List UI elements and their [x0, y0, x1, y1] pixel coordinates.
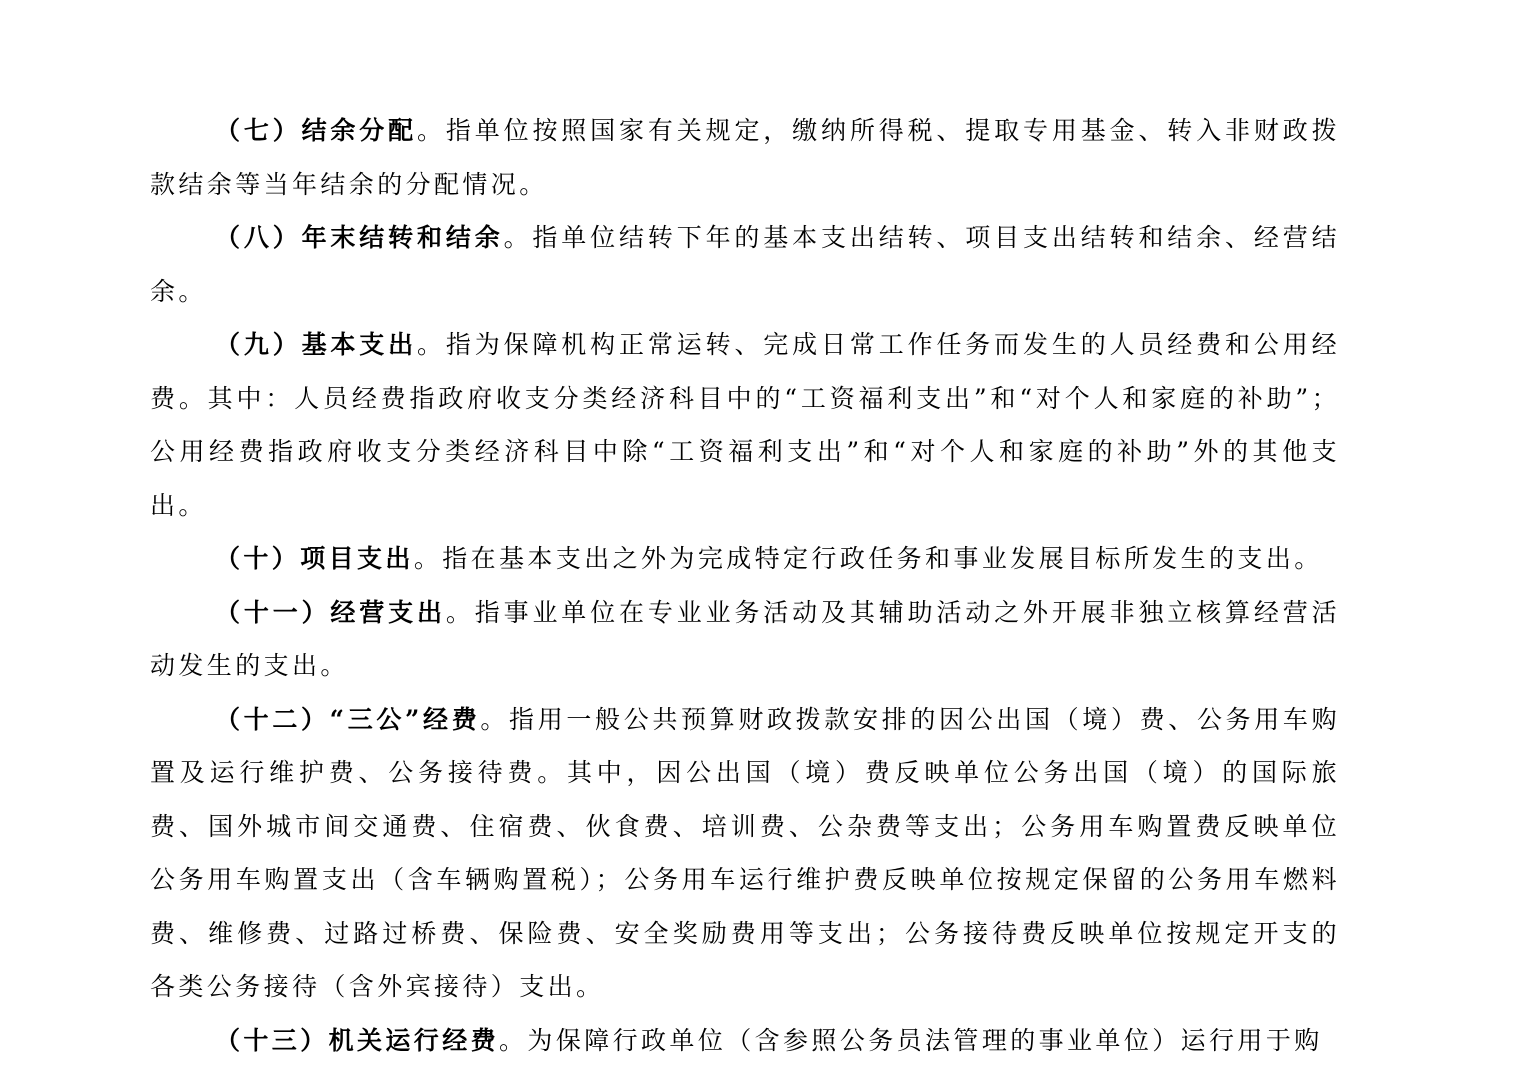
paragraph-body: 。指事业单位在专业业务活动及其辅助活动之外开展非独立核算经营活动发生的支出。	[150, 597, 1341, 680]
paragraph-year-end-carryover	[150, 211, 1340, 318]
paragraph-term: （十二）“三公”经费	[215, 704, 481, 734]
paragraph-term: （十）项目支出	[215, 544, 414, 573]
paragraph-body: 。指在基本支出之外为完成特定行政任务和事业发展目标所发生的支出。	[413, 544, 1323, 573]
paragraph-body: 。指单位按照国家有关规定，缴纳所得税、提取专用基金、转入非财政拨款结余等当年结余的分配情况。	[150, 116, 1340, 199]
paragraph-surplus-distribution	[150, 104, 1340, 211]
paragraph-body: 。指用一般公共预算财政拨款安排的因公出国（境）费、公务用车购置及运行维护费、公务接待费。其中，因公出国（境）费反映单位公务出国（境）的国际旅费、国外城市间交通费、住宿费、伙食费、培训费、公杂费等支出；公务用车购置费反映单位公务用车购置支出（含车辆购置税）；公务用车运行维护费反映单位按规定保留的公务用车燃料费、维修费、过路过桥费、保险费、安全奖励费用等支出；公务接待费反映单位按规定开支的各类公务接待（含外宾接待）支出。	[150, 704, 1340, 1001]
paragraph-term: （七）结余分配	[215, 116, 418, 145]
paragraph-body: 。为保障行政单位（含参照公务员法管理的事业单位）运行用于购	[499, 1025, 1323, 1055]
paragraph-term: （八）年末结转和结余	[215, 223, 504, 252]
paragraph-basic-expenditure	[150, 318, 1340, 532]
paragraph-operating-expenditure	[150, 586, 1340, 693]
paragraph-term: （十三）机关运行经费	[215, 1025, 500, 1055]
paragraph-term: （十一）经营支出	[215, 597, 446, 627]
document-page	[150, 104, 1340, 1067]
paragraph-project-expenditure	[150, 532, 1340, 586]
paragraph-body: 。指单位结转下年的基本支出结转、项目支出结转和结余、经营结余。	[150, 223, 1340, 306]
paragraph-body: 。指为保障机构正常运转、完成日常工作任务而发生的人员经费和公用经费。其中：人员经费指政府收支分类经济科目中的“工资福利支出”和“对个人和家庭的补助”；公用经费指政府收支分类经济科目中除“工资福利支出”和“对个人和家庭的补助”外的其他支出。	[150, 330, 1340, 520]
paragraph-term: （九）基本支出	[215, 330, 418, 359]
paragraph-agency-operating-expenses	[150, 1014, 1340, 1068]
paragraph-three-public-expenses	[150, 693, 1340, 1014]
